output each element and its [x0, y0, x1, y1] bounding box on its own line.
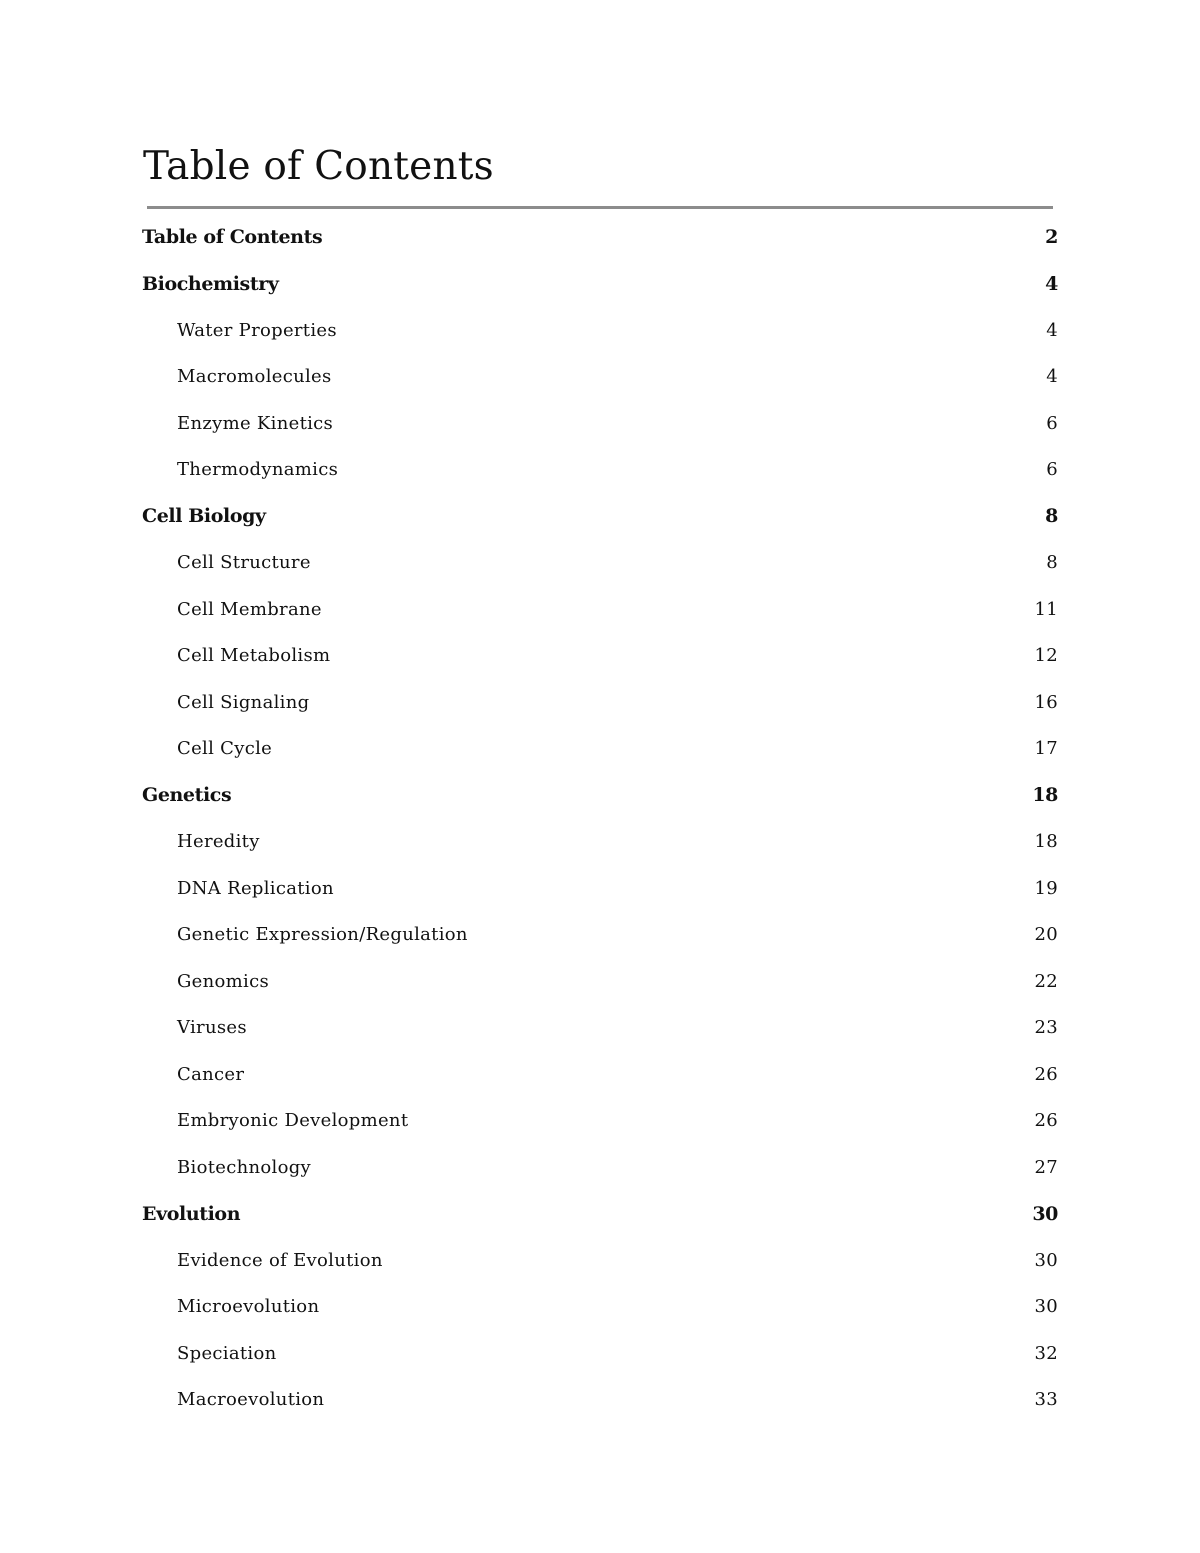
toc-entry-page-number: 19 [1034, 877, 1058, 899]
toc-entry-label: Cell Signaling [177, 691, 310, 713]
toc-entry-page-number: 26 [1034, 1110, 1058, 1132]
toc-subsection-entry[interactable] [142, 1330, 1058, 1377]
toc-entry-label: Genetic Expression/Regulation [177, 924, 468, 946]
toc-entry-page-number: 12 [1034, 645, 1058, 667]
page-title: Table of Contents [143, 144, 494, 189]
toc-entry-label: Cell Cycle [177, 738, 273, 760]
toc-subsection-entry[interactable] [142, 1051, 1058, 1098]
toc-entry-page-number: 26 [1034, 1063, 1058, 1085]
toc-entry-label: Macroevolution [177, 1389, 325, 1411]
toc-entry-page-number: 30 [1034, 1296, 1058, 1318]
toc-entry-page-number: 30 [1034, 1249, 1058, 1271]
toc-subsection-entry[interactable] [142, 679, 1058, 726]
toc-entry-page-number: 8 [1046, 552, 1058, 574]
toc-subsection-entry[interactable] [142, 633, 1058, 680]
toc-entry-page-number: 18 [1034, 831, 1058, 853]
toc-subsection-entry[interactable] [142, 958, 1058, 1005]
toc-entry-label: Speciation [177, 1342, 277, 1364]
toc-entry-label: Thermodynamics [177, 459, 339, 481]
toc-entry-label: Cell Membrane [177, 598, 322, 620]
toc-entry-page-number: 6 [1046, 412, 1058, 434]
toc-entry-label: Cell Structure [177, 552, 311, 574]
toc-section-entry[interactable] [142, 1191, 1058, 1238]
toc-subsection-entry[interactable] [142, 447, 1058, 494]
toc-subsection-entry[interactable] [142, 865, 1058, 912]
toc-subsection-entry[interactable] [142, 586, 1058, 633]
toc-entry-label: Evolution [142, 1202, 241, 1225]
toc-entry-label: Embryonic Development [177, 1110, 409, 1132]
toc-entry-label: Genomics [177, 970, 270, 992]
toc-entry-page-number: 4 [1046, 366, 1058, 388]
toc-section-entry[interactable] [142, 772, 1058, 819]
toc-entry-label: Macromolecules [177, 366, 332, 388]
toc-entry-label: Cell Metabolism [177, 645, 331, 667]
toc-entry-page-number: 32 [1034, 1342, 1058, 1364]
toc-subsection-entry[interactable] [142, 307, 1058, 354]
toc-entry-label: Cancer [177, 1063, 245, 1085]
toc-entry-page-number: 27 [1034, 1156, 1058, 1178]
title-divider [147, 206, 1053, 209]
toc-subsection-entry[interactable] [142, 912, 1058, 959]
toc-entry-page-number: 23 [1034, 1017, 1058, 1039]
toc-entry-label: Biochemistry [142, 272, 279, 295]
toc-subsection-entry[interactable] [142, 1098, 1058, 1145]
toc-entry-page-number: 22 [1034, 970, 1058, 992]
toc-entry-label: Microevolution [177, 1296, 320, 1318]
toc-entry-label: Cell Biology [142, 505, 266, 528]
toc-subsection-entry[interactable] [142, 1144, 1058, 1191]
toc-subsection-entry[interactable] [142, 400, 1058, 447]
toc-entry-label: Enzyme Kinetics [177, 412, 334, 434]
toc-list [142, 214, 1058, 1423]
toc-entry-label: Viruses [177, 1017, 247, 1039]
toc-entry-page-number: 33 [1034, 1389, 1058, 1411]
toc-entry-label: Evidence of Evolution [177, 1249, 383, 1271]
toc-subsection-entry[interactable] [142, 726, 1058, 773]
toc-entry-label: Table of Contents [142, 226, 323, 249]
toc-entry-page-number: 4 [1046, 319, 1058, 341]
toc-subsection-entry[interactable] [142, 540, 1058, 587]
toc-subsection-entry[interactable] [142, 819, 1058, 866]
toc-entry-page-number: 2 [1045, 226, 1058, 249]
toc-entry-page-number: 20 [1034, 924, 1058, 946]
toc-section-entry[interactable] [142, 493, 1058, 540]
toc-section-entry[interactable] [142, 261, 1058, 308]
toc-entry-label: Biotechnology [177, 1156, 311, 1178]
toc-entry-page-number: 18 [1032, 784, 1058, 807]
toc-entry-page-number: 6 [1046, 459, 1058, 481]
toc-subsection-entry[interactable] [142, 1005, 1058, 1052]
toc-entry-page-number: 11 [1034, 598, 1058, 620]
toc-section-entry[interactable] [142, 214, 1058, 261]
toc-entry-page-number: 17 [1034, 738, 1058, 760]
toc-subsection-entry[interactable] [142, 1284, 1058, 1331]
toc-subsection-entry[interactable] [142, 1237, 1058, 1284]
toc-entry-label: DNA Replication [177, 877, 334, 899]
toc-entry-label: Water Properties [177, 319, 337, 341]
toc-entry-page-number: 16 [1034, 691, 1058, 713]
toc-subsection-entry[interactable] [142, 1377, 1058, 1424]
toc-entry-label: Heredity [177, 831, 260, 853]
toc-entry-page-number: 30 [1032, 1202, 1058, 1225]
toc-entry-page-number: 4 [1045, 272, 1058, 295]
toc-subsection-entry[interactable] [142, 354, 1058, 401]
toc-entry-label: Genetics [142, 784, 232, 807]
toc-entry-page-number: 8 [1045, 505, 1058, 528]
